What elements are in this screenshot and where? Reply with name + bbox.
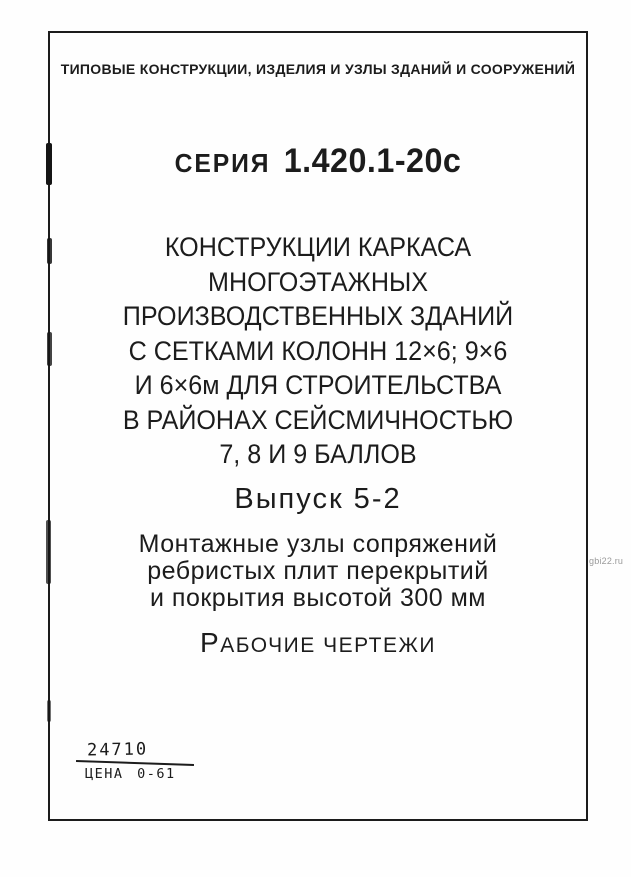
title-line: С СЕТКАМИ КОЛОНН 12×6; 9×6 <box>128 335 508 366</box>
title-line: ПРОИЗВОДСТВЕННЫХ ЗДАНИЙ <box>122 301 514 331</box>
series-label: СЕРИЯ <box>174 148 271 178</box>
subtitle-line: Монтажные узлы сопряжений <box>138 530 498 558</box>
document-type-label: РАБОЧИЕ ЧЕРТЕЖИ <box>200 627 436 658</box>
title-line: В РАЙОНАХ СЕЙСМИЧНОСТЬЮ <box>122 404 514 435</box>
title-line: И 6×6м ДЛЯ СТРОИТЕЛЬСТВА <box>134 370 502 400</box>
site-watermark: gbi22.ru <box>589 556 624 566</box>
stamp-catalog-number: 24710 <box>86 739 149 761</box>
subtitle-line: ребристых плит перекрытий <box>147 557 489 585</box>
stamp-price: ЦЕНА 0-61 <box>85 766 176 782</box>
title-line: 7, 8 И 9 БАЛЛОВ <box>219 439 417 469</box>
series-number: 1.420.1-20с <box>283 142 462 180</box>
main-title <box>67 230 569 472</box>
subtitle <box>48 531 588 612</box>
scan-artifact <box>46 143 52 185</box>
series-line <box>62 142 575 181</box>
top-header-text: ТИПОВЫЕ КОНСТРУКЦИИ, ИЗДЕЛИЯ И УЗЛЫ ЗДАНИЙ И СООРУЖЕНИЙ <box>60 61 576 77</box>
title-line: МНОГОЭТАЖНЫХ <box>208 266 428 297</box>
issue-number: Выпуск 5-2 <box>234 483 402 515</box>
scan-artifact <box>47 332 52 366</box>
scan-artifact <box>47 238 52 264</box>
scan-artifact <box>47 700 51 722</box>
title-line: КОНСТРУКЦИИ КАРКАСА <box>164 232 472 262</box>
subtitle-line: и покрытия высотой 300 мм <box>150 584 486 612</box>
